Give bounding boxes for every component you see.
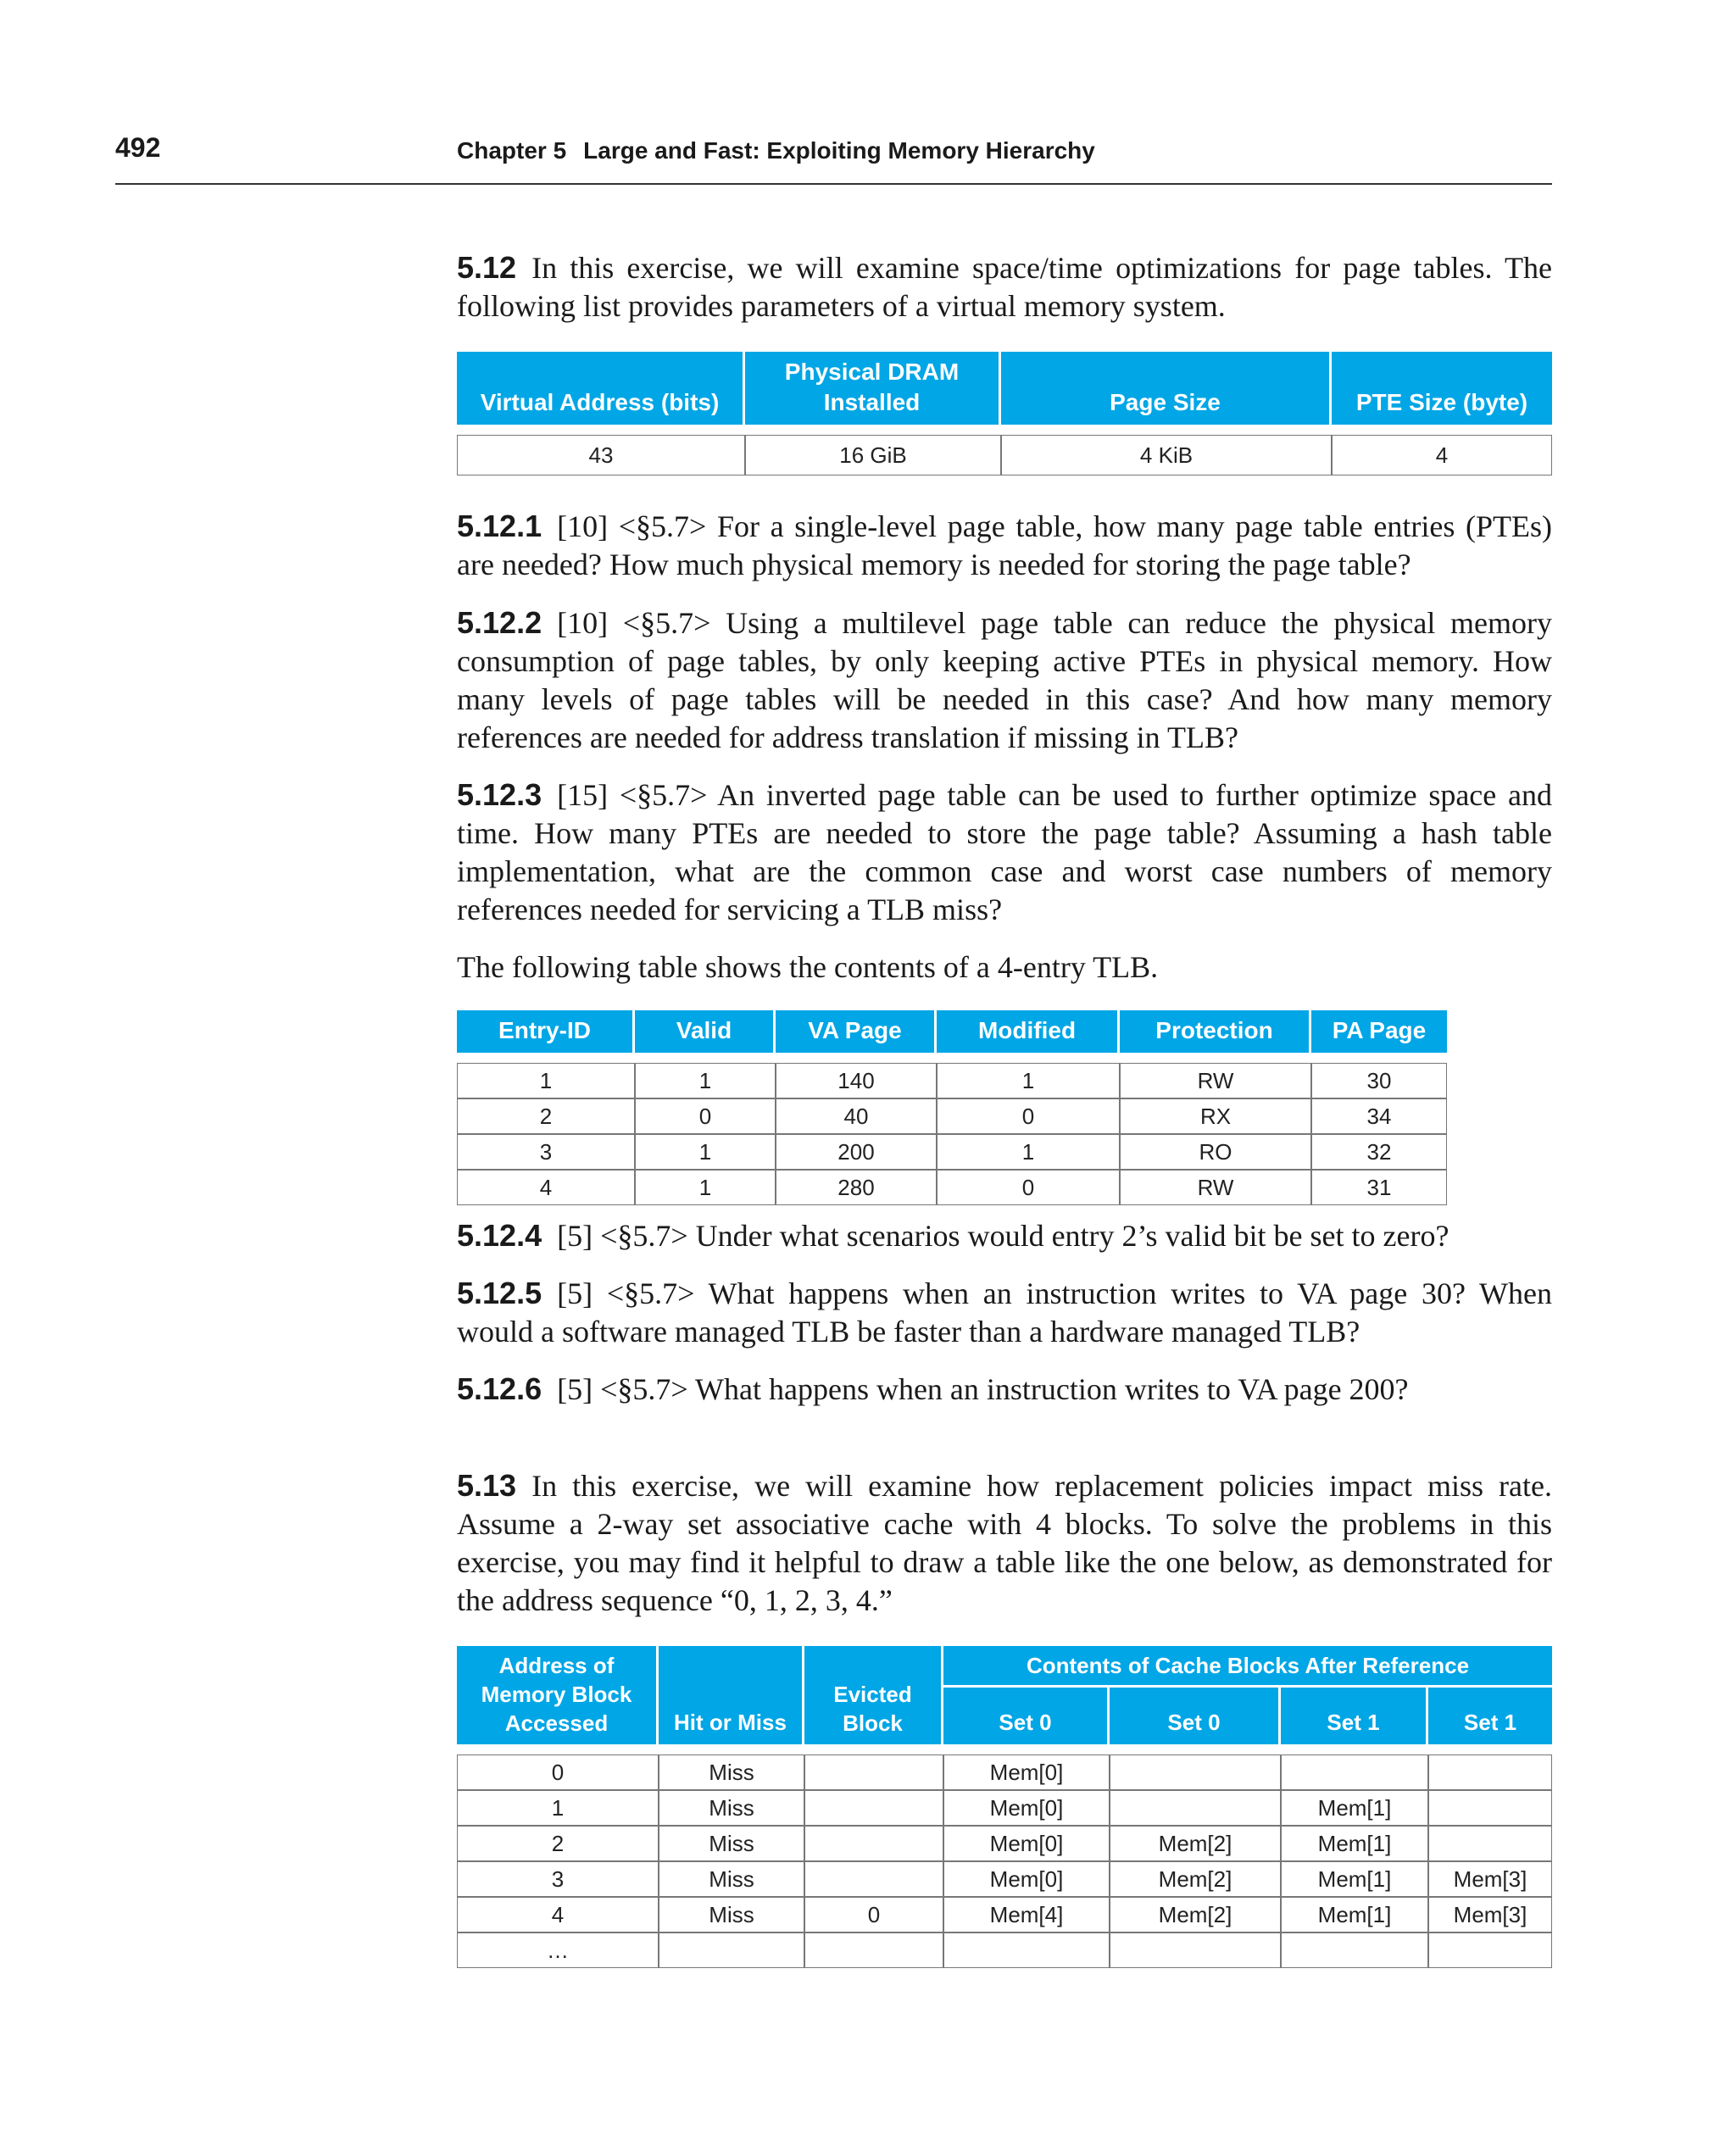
column-header: Virtual Address (bits) <box>457 352 745 425</box>
table-cell: 4 KiB <box>1001 435 1332 475</box>
table-cell: RW <box>1120 1170 1311 1205</box>
table-cell <box>804 1861 943 1897</box>
column-header: Modified <box>937 1010 1120 1053</box>
table-cell: 1 <box>635 1063 776 1098</box>
table-cell: 0 <box>937 1170 1120 1205</box>
table-cell <box>1428 1932 1552 1968</box>
table-row <box>457 1826 1552 1861</box>
column-header: Physical DRAM Installed <box>745 352 1001 425</box>
table-cell: 40 <box>776 1098 937 1134</box>
table-cell: 3 <box>457 1861 659 1897</box>
table-cell: 1 <box>457 1790 659 1826</box>
table-cell: Mem[1] <box>1281 1826 1428 1861</box>
question-5-12-6 <box>457 1370 1552 1409</box>
column-header-set: Set 1 <box>1428 1688 1552 1744</box>
question-text: [10] <§5.7> For a single-level page table, how many page table entries (PTEs) are needed? How much physical memory is needed for storing the page table? <box>457 509 1552 581</box>
question-5-12-4 <box>457 1216 1552 1255</box>
table-cell <box>1428 1790 1552 1826</box>
table-cell: Miss <box>659 1755 804 1790</box>
column-header-set: Set 0 <box>943 1688 1110 1744</box>
question-text: [5] <§5.7> What happens when an instruction writes to VA page 200? <box>557 1372 1409 1406</box>
table-cell <box>1428 1755 1552 1790</box>
table-cell <box>804 1790 943 1826</box>
column-header: Valid <box>635 1010 776 1053</box>
table-cell: 16 GiB <box>745 435 1001 475</box>
column-header: VA Page <box>776 1010 937 1053</box>
table-cell: Mem[0] <box>943 1826 1110 1861</box>
exercise-text: In this exercise, we will examine space/time optimizations for page tables. The following list provides parameters of a virtual memory system. <box>457 251 1552 323</box>
question-5-12-1 <box>457 507 1552 584</box>
table-cell: 1 <box>937 1134 1120 1170</box>
column-header-set: Set 0 <box>1110 1688 1281 1744</box>
table-cell <box>1281 1755 1428 1790</box>
table-cell: Mem[0] <box>943 1790 1110 1826</box>
table-cell: Mem[1] <box>1281 1861 1428 1897</box>
question-text: [5] <§5.7> Under what scenarios would entry 2’s valid bit be set to zero? <box>557 1219 1449 1253</box>
table-cell: 140 <box>776 1063 937 1098</box>
table-cell <box>1110 1790 1281 1826</box>
column-header-hit-miss: Hit or Miss <box>659 1646 804 1744</box>
table-cell: Mem[0] <box>943 1861 1110 1897</box>
question-number: 5.12.2 <box>457 605 542 640</box>
chapter-label: Chapter 5 <box>457 137 567 164</box>
table-cell <box>1428 1826 1552 1861</box>
table-row <box>457 435 1552 475</box>
table-cell: Miss <box>659 1790 804 1826</box>
table-cell: … <box>457 1932 659 1968</box>
table-cell: 34 <box>1311 1098 1447 1134</box>
running-header <box>115 129 1552 185</box>
chapter-heading <box>457 137 1095 164</box>
column-header-address: Address of Memory Block Accessed <box>457 1646 659 1744</box>
question-text: [10] <§5.7> Using a multilevel page table can reduce the physical memory consumption of page tables, by only keeping active PTEs in physical memory. How many levels of page tables will be needed in this case? And how many memory references are needed for address translation if missing in TLB? <box>457 606 1552 754</box>
exercise-text: In this exercise, we will examine how replacement policies impact miss rate. Assume a 2-way set associative cache with 4 blocks. To solve the problems in this exercise, you may find it helpful to draw a table like the one below, as demonstrated for the address sequence “0, 1, 2, 3, 4.” <box>457 1469 1552 1617</box>
table-row <box>457 1755 1552 1790</box>
column-header: PA Page <box>1311 1010 1447 1053</box>
table-cell <box>659 1932 804 1968</box>
table-cell: Mem[4] <box>943 1897 1110 1932</box>
question-number: 5.12.5 <box>457 1276 542 1310</box>
table-row <box>457 1063 1447 1098</box>
table-row <box>457 1932 1552 1968</box>
table-cell: 0 <box>804 1897 943 1932</box>
tlb-intro-text: The following table shows the contents of a 4-entry TLB. <box>457 950 1159 984</box>
exercise-5-12-intro <box>457 248 1552 325</box>
table-row <box>457 1790 1552 1826</box>
column-header: Entry-ID <box>457 1010 635 1053</box>
table-row <box>457 1861 1552 1897</box>
table-cell: Miss <box>659 1897 804 1932</box>
table-cell: RW <box>1120 1063 1311 1098</box>
table-cell: Mem[2] <box>1110 1861 1281 1897</box>
page-number: 492 <box>115 132 161 163</box>
table-cell: 1 <box>635 1170 776 1205</box>
exercise-5-13-intro <box>457 1466 1552 1620</box>
table-cell: Miss <box>659 1861 804 1897</box>
tlb-intro <box>457 948 1552 987</box>
table-cell: Mem[1] <box>1281 1790 1428 1826</box>
table-cell <box>804 1755 943 1790</box>
vm-parameters-table <box>457 352 1552 475</box>
question-number: 5.12.1 <box>457 509 542 543</box>
question-number: 5.12.4 <box>457 1218 542 1253</box>
table-cell: 43 <box>457 435 745 475</box>
question-5-12-3 <box>457 776 1552 929</box>
column-header: Protection <box>1120 1010 1311 1053</box>
table-cell: 2 <box>457 1826 659 1861</box>
table-cell <box>804 1932 943 1968</box>
table-cell <box>804 1826 943 1861</box>
table-cell: 0 <box>937 1098 1120 1134</box>
table-cell: RX <box>1120 1098 1311 1134</box>
table-cell: 0 <box>635 1098 776 1134</box>
table-row <box>457 1170 1447 1205</box>
table-cell: 4 <box>457 1170 635 1205</box>
table-cell <box>1281 1932 1428 1968</box>
table-cell: 1 <box>635 1134 776 1170</box>
column-header-contents: Contents of Cache Blocks After Reference <box>943 1646 1552 1688</box>
table-cell: Mem[2] <box>1110 1897 1281 1932</box>
column-header-evicted: Evicted Block <box>804 1646 943 1744</box>
table-cell: 0 <box>457 1755 659 1790</box>
table-cell: 2 <box>457 1098 635 1134</box>
table-cell: Mem[3] <box>1428 1897 1552 1932</box>
question-text: [15] <§5.7> An inverted page table can be used to further optimize space and time. How many PTEs are needed to store the page table? Assuming a hash table implementation, what are the common case and worst case numbers of memory references needed for servicing a TLB miss? <box>457 778 1552 926</box>
table-cell: Miss <box>659 1826 804 1861</box>
table-row <box>457 1098 1447 1134</box>
table-row <box>457 1134 1447 1170</box>
table-cell: 3 <box>457 1134 635 1170</box>
column-header: Page Size <box>1001 352 1332 425</box>
table-cell: 1 <box>937 1063 1120 1098</box>
table-cell: 280 <box>776 1170 937 1205</box>
table-cell <box>943 1932 1110 1968</box>
table-cell: 1 <box>457 1063 635 1098</box>
question-5-12-5 <box>457 1274 1552 1351</box>
column-header-set: Set 1 <box>1281 1688 1428 1744</box>
table-cell: RO <box>1120 1134 1311 1170</box>
table-cell <box>1110 1932 1281 1968</box>
table-cell: 32 <box>1311 1134 1447 1170</box>
table-cell: Mem[2] <box>1110 1826 1281 1861</box>
tlb-table <box>457 1010 1447 1205</box>
table-cell: 31 <box>1311 1170 1447 1205</box>
table-cell: 4 <box>457 1897 659 1932</box>
table-cell <box>1110 1755 1281 1790</box>
exercise-number: 5.12 <box>457 250 517 285</box>
question-number: 5.12.6 <box>457 1371 542 1406</box>
table-cell: Mem[0] <box>943 1755 1110 1790</box>
question-5-12-2 <box>457 603 1552 757</box>
table-row <box>457 1897 1552 1932</box>
question-number: 5.12.3 <box>457 777 542 812</box>
table-cell: 200 <box>776 1134 937 1170</box>
exercise-number: 5.13 <box>457 1468 517 1503</box>
table-cell: Mem[1] <box>1281 1897 1428 1932</box>
table-cell: 30 <box>1311 1063 1447 1098</box>
chapter-title: Large and Fast: Exploiting Memory Hierarchy <box>583 137 1095 164</box>
column-header: PTE Size (byte) <box>1332 352 1552 425</box>
table-cell: 4 <box>1332 435 1552 475</box>
cache-contents-table <box>457 1646 1552 1968</box>
table-cell: Mem[3] <box>1428 1861 1552 1897</box>
question-text: [5] <§5.7> What happens when an instruction writes to VA page 30? When would a software managed TLB be faster than a hardware managed TLB? <box>457 1276 1552 1349</box>
